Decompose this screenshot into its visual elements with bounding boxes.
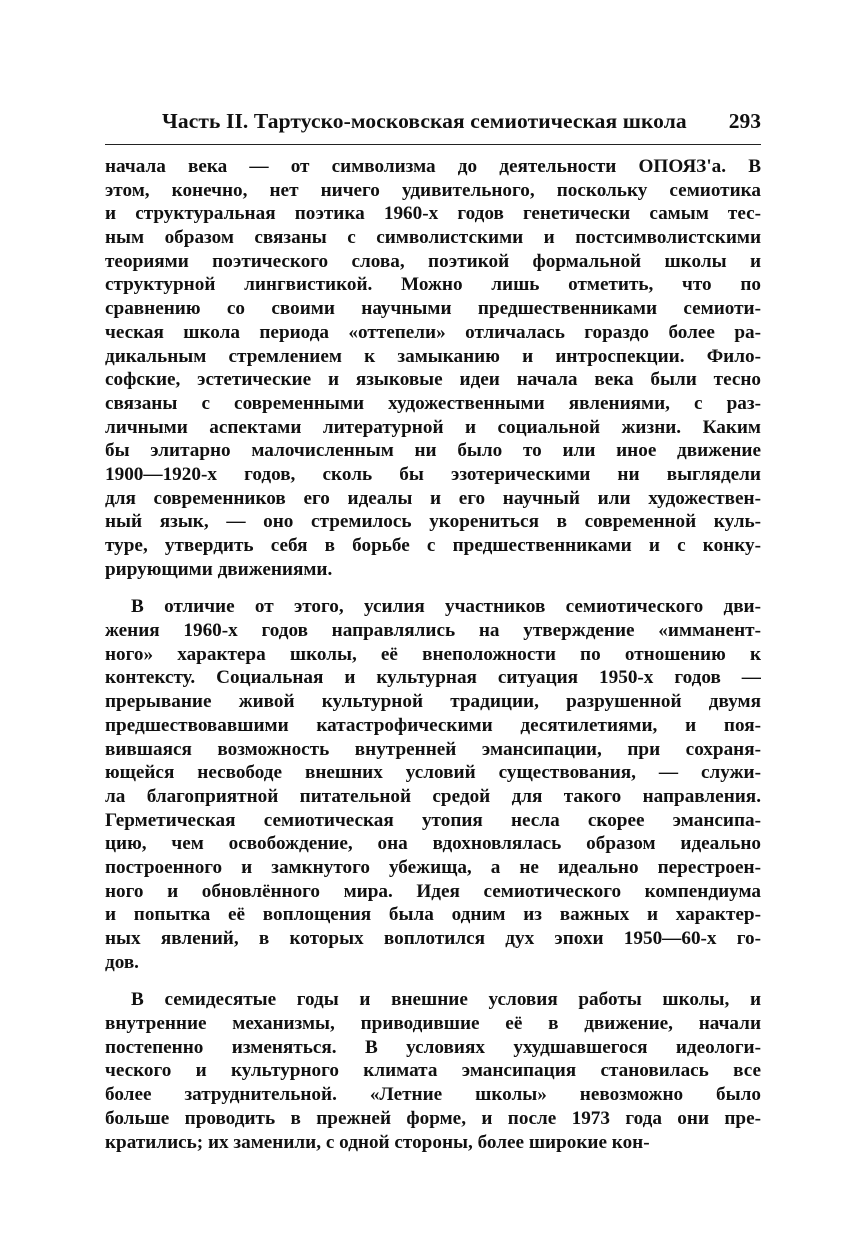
- paragraph-gap: [105, 974, 761, 988]
- header-rule: [105, 144, 761, 145]
- text-line: ческая школа периода «оттепели» отличалась гораздо более ра-: [105, 321, 761, 343]
- text-line: дов.: [105, 951, 139, 973]
- text-line: структурной лингвистикой. Можно лишь отметить, что по: [105, 274, 761, 296]
- text-line: более затруднительной. «Летние школы» невозможно было: [105, 1084, 761, 1106]
- paragraph: [105, 595, 761, 974]
- text-line: ного и обновлённого мира. Идея семиотического компендиума: [105, 880, 761, 902]
- text-line: больше проводить в прежней форме, и после 1973 года они пре-: [105, 1107, 761, 1129]
- text-line: теориями поэтического слова, поэтикой формальной школы и: [105, 250, 761, 272]
- text-line: рирующими движениями.: [105, 558, 333, 580]
- body-text: [105, 155, 761, 1154]
- text-line: кратились; их заменили, с одной стороны, более широкие кон-: [105, 1131, 650, 1153]
- text-line: этом, конечно, нет ничего удивительного, поскольку семиотика: [105, 179, 761, 201]
- text-line: прерывание живой культурной традиции, разрушенной двумя: [105, 691, 761, 713]
- text-line: построенного и замкнутого убежища, а не идеально перестроен-: [105, 856, 761, 878]
- text-line: дикальным стремлением к замыканию и интроспекции. Фило-: [105, 345, 761, 367]
- text-line: ческого и культурного климата эмансипация становилась все: [105, 1060, 761, 1082]
- text-line: для современников его идеалы и его научный или художествен-: [105, 487, 761, 509]
- paragraph: [105, 155, 761, 581]
- text-line: внутренние механизмы, приводившие её в движение, начали: [105, 1013, 761, 1035]
- text-line: связаны с современными художественными явлениями, с раз-: [105, 392, 761, 414]
- text-line: ного» характера школы, её внеположности по отношению к: [105, 643, 761, 665]
- text-line: постепенно изменяться. В условиях ухудшавшегося идеологи-: [105, 1036, 761, 1058]
- running-head: [105, 106, 761, 136]
- text-line: контексту. Социальная и культурная ситуация 1950-х годов —: [105, 667, 761, 689]
- text-line: В семидесятые годы и внешние условия работы школы, и: [131, 989, 761, 1011]
- text-line: ных явлений, в которых воплотился дух эпохи 1950—60-х го-: [105, 928, 761, 949]
- text-line: В отличие от этого, усилия участников семиотического дви-: [131, 596, 761, 618]
- text-line: предшествовавшими катастрофическими десятилетиями, и поя-: [105, 714, 761, 736]
- text-line: вившаяся возможность внутренней эмансипации, при сохраня-: [105, 738, 761, 760]
- text-line: сравнению со своими научными предшественниками семиоти-: [105, 298, 761, 320]
- page-number: 293: [728, 109, 761, 133]
- text-line: ла благоприятной питательной средой для такого направления.: [105, 785, 761, 807]
- text-line: ющейся несвободе внешних условий существования, — служи-: [105, 762, 761, 784]
- text-line: личными аспектами литературной и социальной жизни. Каким: [105, 416, 761, 438]
- text-line: и структуральная поэтика 1960-х годов генетически самым тес-: [105, 203, 761, 225]
- text-line: и попытка её воплощения была одним из важных и характер-: [105, 904, 761, 926]
- text-line: Герметическая семиотическая утопия несла скорее эмансипа-: [105, 809, 761, 831]
- text-line: ным образом связаны с символистскими и постсимволистскими: [105, 227, 761, 249]
- text-line: софские, эстетические и языковые идеи начала века были тесно: [105, 369, 761, 391]
- paragraph: [105, 988, 761, 1154]
- text-line: жения 1960-х годов направлялись на утверждение «имманент-: [105, 620, 761, 642]
- text-line: бы элитарно малочисленным ни было то или иное движение: [105, 440, 761, 462]
- text-line: ный язык, — оно стремилось укорениться в современной куль-: [105, 511, 761, 533]
- text-line: туре, утвердить себя в борьбе с предшественниками и с конку-: [105, 535, 761, 556]
- text-line: цию, чем освобождение, она вдохновлялась образом идеально: [105, 833, 761, 855]
- running-head-title: Часть II. Тартуско-московская семиотическая школа: [162, 109, 687, 133]
- text-line: 1900—1920-х годов, сколь бы эзотерическими ни выглядели: [105, 463, 761, 485]
- paragraph-gap: [105, 581, 761, 595]
- text-line: начала века — от символизма до деятельности ОПОЯЗ'а. В: [105, 156, 761, 177]
